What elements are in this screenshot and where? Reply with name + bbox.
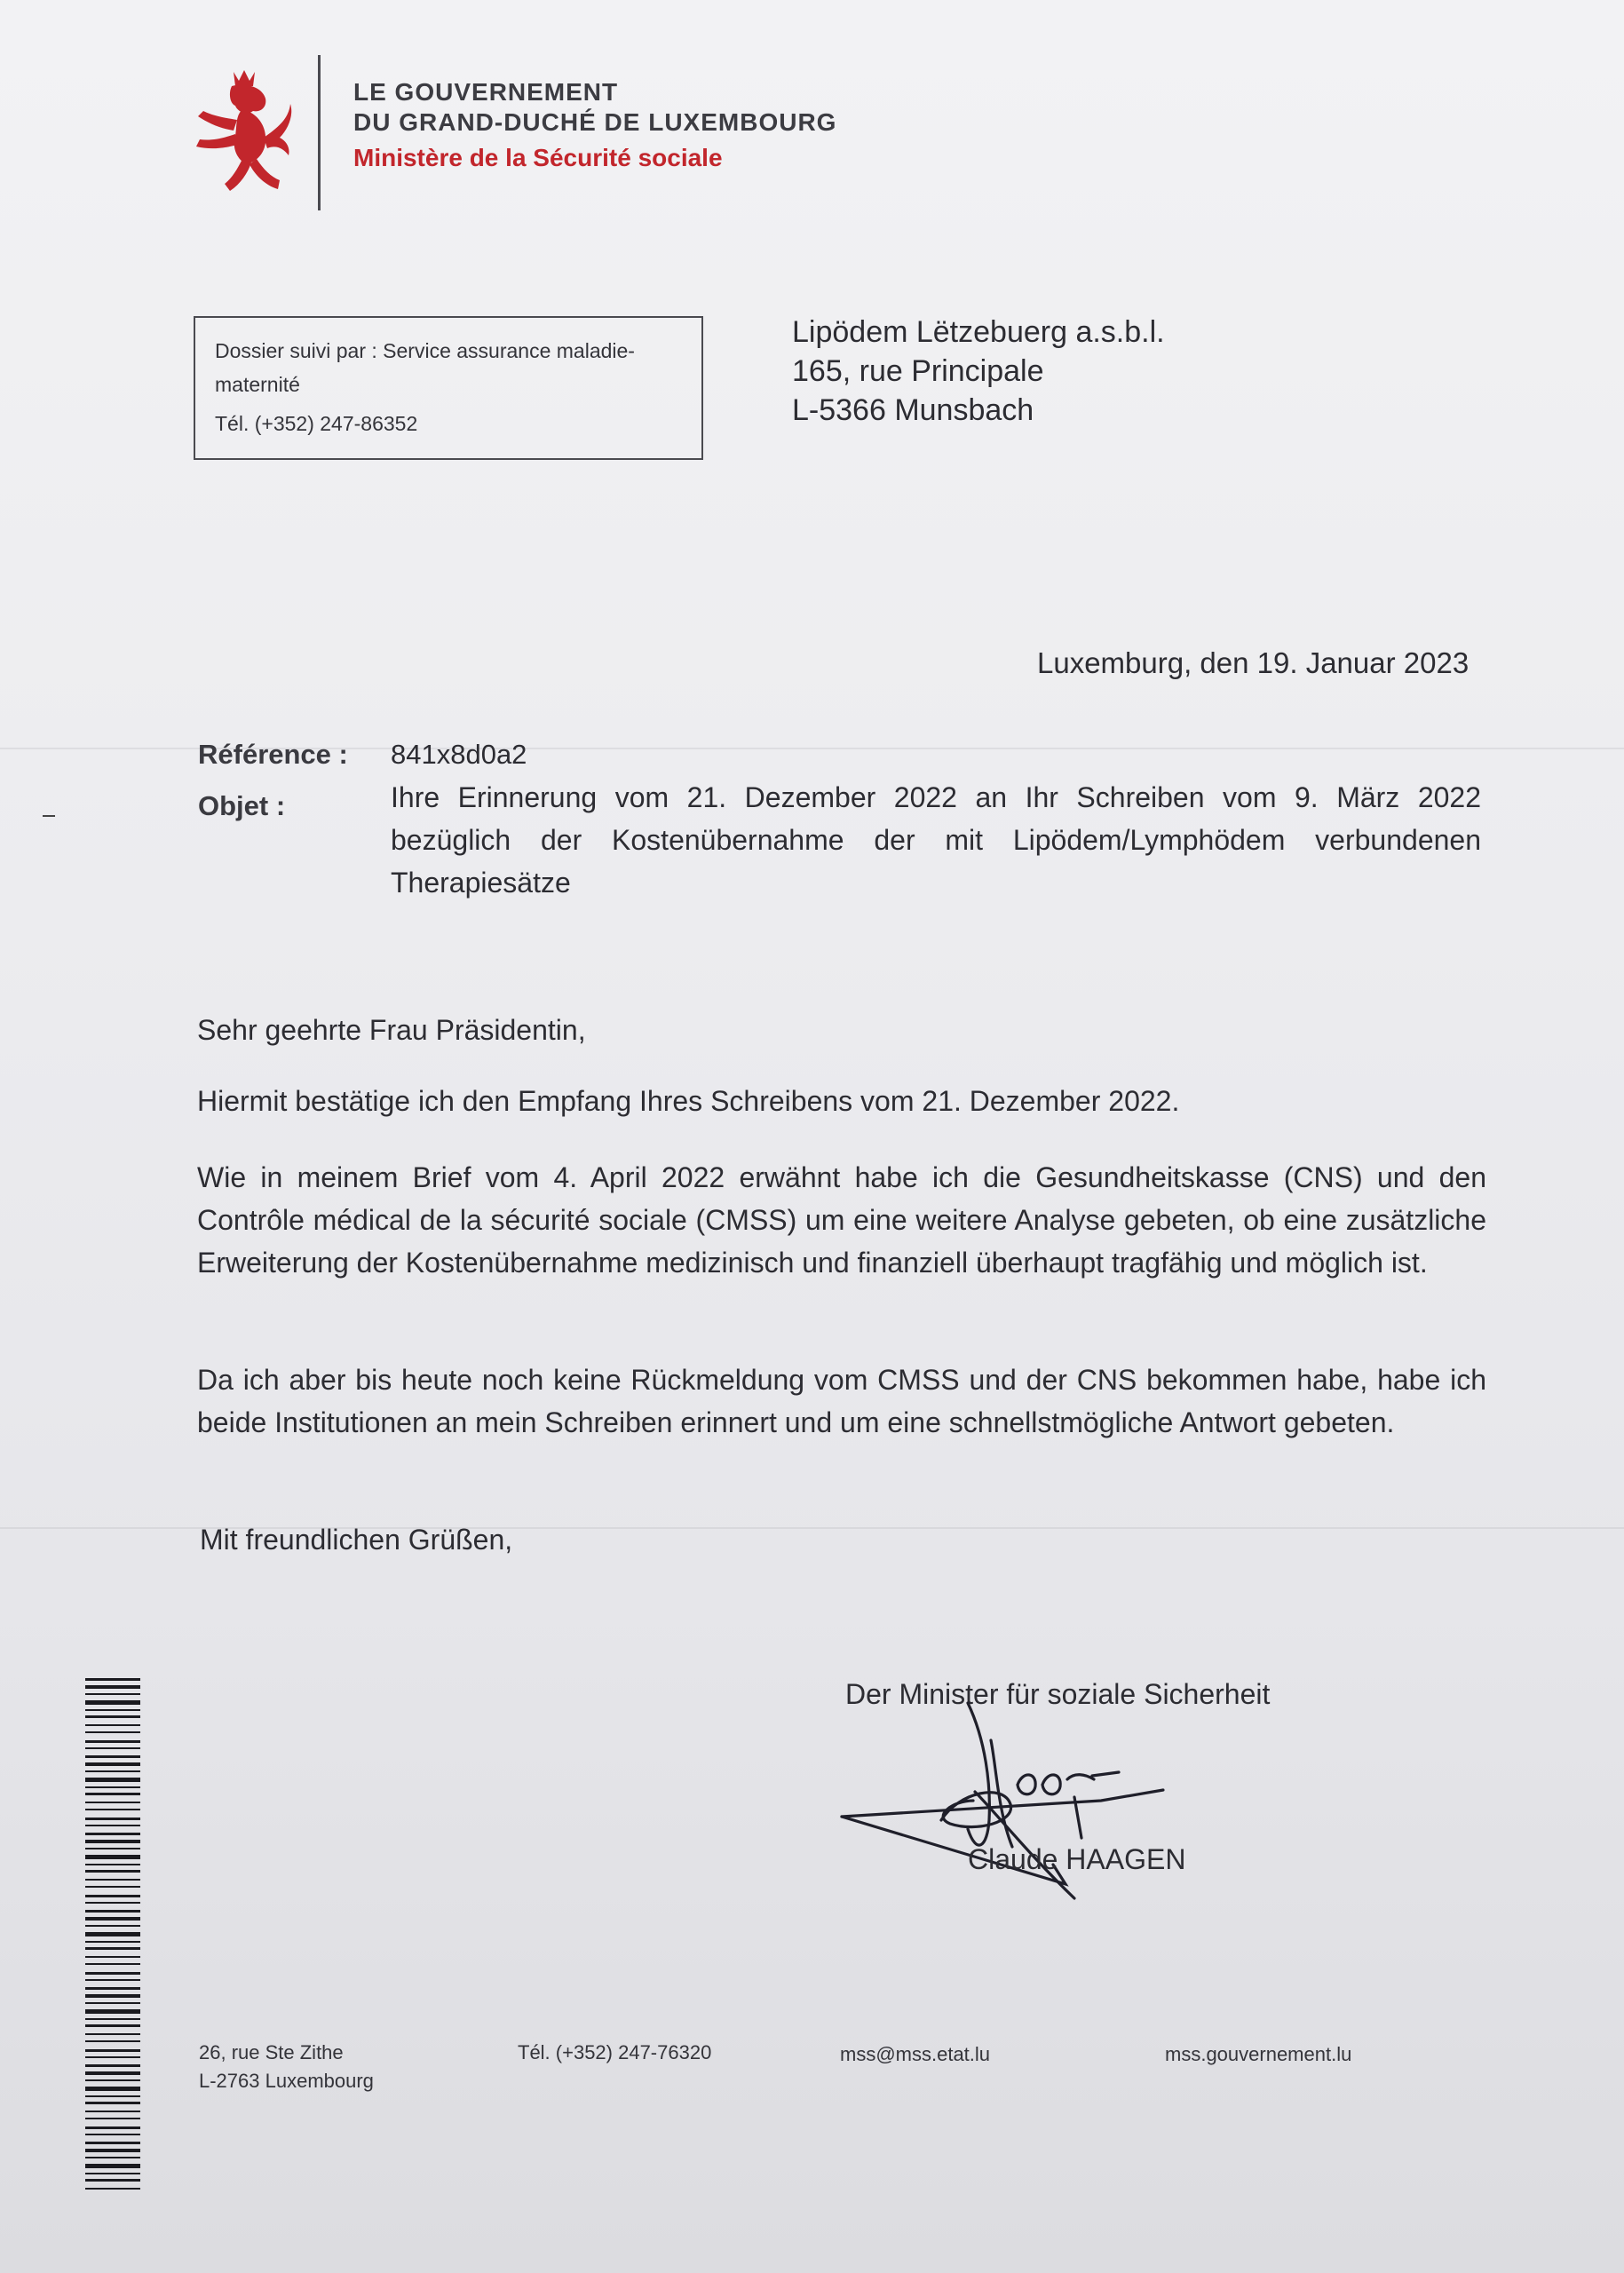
barcode-bar <box>85 1895 140 1897</box>
barcode-bar <box>85 2142 140 2144</box>
barcode-bar <box>85 1855 140 1859</box>
barcode-bar <box>85 2049 140 2052</box>
barcode-bar <box>85 1818 140 1820</box>
barcode-bar <box>85 1864 140 1865</box>
barcode-bar <box>85 1848 140 1849</box>
recipient-city: L-5366 Munsbach <box>792 393 1034 427</box>
barcode-bar <box>85 2111 140 2112</box>
signatory-name: Claude HAAGEN <box>968 1843 1186 1875</box>
barcode-bar <box>85 1941 140 1943</box>
barcode-bar <box>85 1886 140 1888</box>
barcode-bar <box>85 1740 140 1743</box>
dossier-followed-by: Dossier suivi par : Service assurance maladie-maternité <box>215 339 635 396</box>
barcode-bar <box>85 1747 140 1749</box>
government-title-line1: LE GOUVERNEMENT <box>353 78 619 106</box>
barcode-bar <box>85 2095 140 2097</box>
body-paragraph-1: Hiermit bestätige ich den Empfang Ihres Schreibens vom 21. Dezember 2022. <box>197 1085 1180 1117</box>
barcode-bar <box>85 1778 140 1782</box>
barcode-bar <box>85 2102 140 2104</box>
barcode-bar <box>85 1994 140 1998</box>
barcode-bar <box>85 2164 140 2168</box>
barcode-bar <box>85 1700 140 1705</box>
dossier-box <box>194 316 703 460</box>
barcode-bar <box>85 2087 140 2091</box>
barcode-bar <box>85 2018 140 2020</box>
barcode-bar <box>85 1825 140 1826</box>
body-paragraph-3: Da ich aber bis heute noch keine Rückmeldung vom CMSS und der CNS bekommen habe, habe ich beide Institutionen an mein Schreiben erinnert und um eine schnellstmögliche Antwort gebeten. <box>197 1364 1486 1438</box>
barcode-bar <box>85 2064 140 2067</box>
barcode-bar <box>85 2040 140 2042</box>
reference-value: 841x8d0a2 <box>391 739 527 770</box>
barcode-bar <box>85 1685 140 1689</box>
barcode-bar <box>85 1879 140 1881</box>
government-title-line2: DU GRAND-DUCHÉ DE LUXEMBOURG <box>353 108 837 136</box>
barcode-bar <box>85 1802 140 1803</box>
barcode-bar <box>85 1693 140 1695</box>
footer-address <box>199 2039 374 2095</box>
margin-mark <box>43 815 55 817</box>
barcode-bar <box>85 1715 140 1718</box>
dossier-phone: Tél. (+352) 247-86352 <box>215 412 418 435</box>
subject-label: Objet : <box>198 790 286 821</box>
barcode-bar <box>85 1840 140 1843</box>
barcode-bar <box>85 1770 140 1772</box>
barcode-bar <box>85 2173 140 2174</box>
footer-address-line1: 26, rue Ste Zithe <box>199 2041 344 2063</box>
barcode-bar <box>85 1793 140 1795</box>
barcode-bar <box>85 1762 140 1766</box>
footer-website: mss.gouvernement.lu <box>1165 2043 1352 2065</box>
barcode-bar <box>85 1956 140 1958</box>
barcode-bar <box>85 1709 140 1711</box>
barcode-bar <box>85 2071 140 2075</box>
barcode-bar <box>85 1979 140 1981</box>
barcode-bar <box>85 2157 140 2158</box>
recipient-name: Lipödem Lëtzebuerg a.s.b.l. <box>792 315 1165 349</box>
red-lion-icon <box>191 67 297 200</box>
body-paragraph-2: Wie in meinem Brief vom 4. April 2022 erwähnt habe ich die Gesundheitskasse (CNS) und den Contrôle médical de la sécurité sociale (CMSS) um eine weitere Analyse gebeten, ob eine zusätzliche Erweiterung der Kostenübernahme medizinisch und finanziell überhaupt tragfähig und möglich ist. <box>197 1161 1486 1279</box>
barcode-bar <box>85 2009 140 2014</box>
barcode-bar <box>85 2056 140 2058</box>
barcode-bar <box>85 2188 140 2190</box>
ministry-name: Ministère de la Sécurité sociale <box>353 144 723 171</box>
handwritten-signature <box>835 1687 1225 1936</box>
barcode-bar <box>85 1972 140 1975</box>
barcode-bar <box>85 1731 140 1733</box>
barcode-bar <box>85 2179 140 2182</box>
barcode-bar <box>85 1910 140 1913</box>
barcode-bar <box>85 1724 140 1726</box>
barcode-bar <box>85 1932 140 1936</box>
barcode-bar <box>85 1987 140 1990</box>
signatory-title: Der Minister für soziale Sicherheit <box>845 1678 1271 1710</box>
barcode-bar <box>85 1925 140 1927</box>
footer-phone: Tél. (+352) 247-76320 <box>518 2041 712 2063</box>
recipient-street: 165, rue Principale <box>792 354 1044 388</box>
letter-date: Luxemburg, den 19. Januar 2023 <box>1037 646 1470 679</box>
barcode-bar <box>85 1917 140 1921</box>
salutation: Sehr geehrte Frau Präsidentin, <box>197 1014 586 1046</box>
barcode-bar <box>85 1833 140 1835</box>
barcode-bar <box>85 1809 140 1810</box>
barcode-bar <box>85 1963 140 1965</box>
barcode-bar <box>85 1786 140 1788</box>
subject-text: Ihre Erinnerung vom 21. Dezember 2022 an Ihr Schreiben vom 9. März 2022 bezüglich der Kostenübernahme der mit Lipödem/Lymphödem verbundenen Therapiesätze <box>391 781 1481 899</box>
footer-email: mss@mss.etat.lu <box>840 2043 991 2065</box>
barcode-bar <box>85 2126 140 2129</box>
barcode-bar <box>85 1678 140 1681</box>
footer-address-line2: L-2763 Luxembourg <box>199 2070 374 2092</box>
reference-label: Référence : <box>198 739 348 770</box>
barcode-bar <box>85 2033 140 2035</box>
closing: Mit freundlichen Grüßen, <box>200 1524 513 1556</box>
barcode-bar <box>85 1902 140 1904</box>
letterhead-divider <box>318 55 321 210</box>
recipient-address <box>792 313 1165 430</box>
barcode-bar <box>85 2002 140 2004</box>
barcode-bar <box>85 1755 140 1758</box>
barcode-bar <box>85 2149 140 2152</box>
barcode-bar <box>85 1947 140 1950</box>
barcode-bar <box>85 2134 140 2135</box>
barcode-bar <box>85 2024 140 2027</box>
barcode-icon <box>85 1678 140 2193</box>
barcode-bar <box>85 2118 140 2119</box>
barcode-bar <box>85 2079 140 2081</box>
barcode-bar <box>85 1870 140 1873</box>
